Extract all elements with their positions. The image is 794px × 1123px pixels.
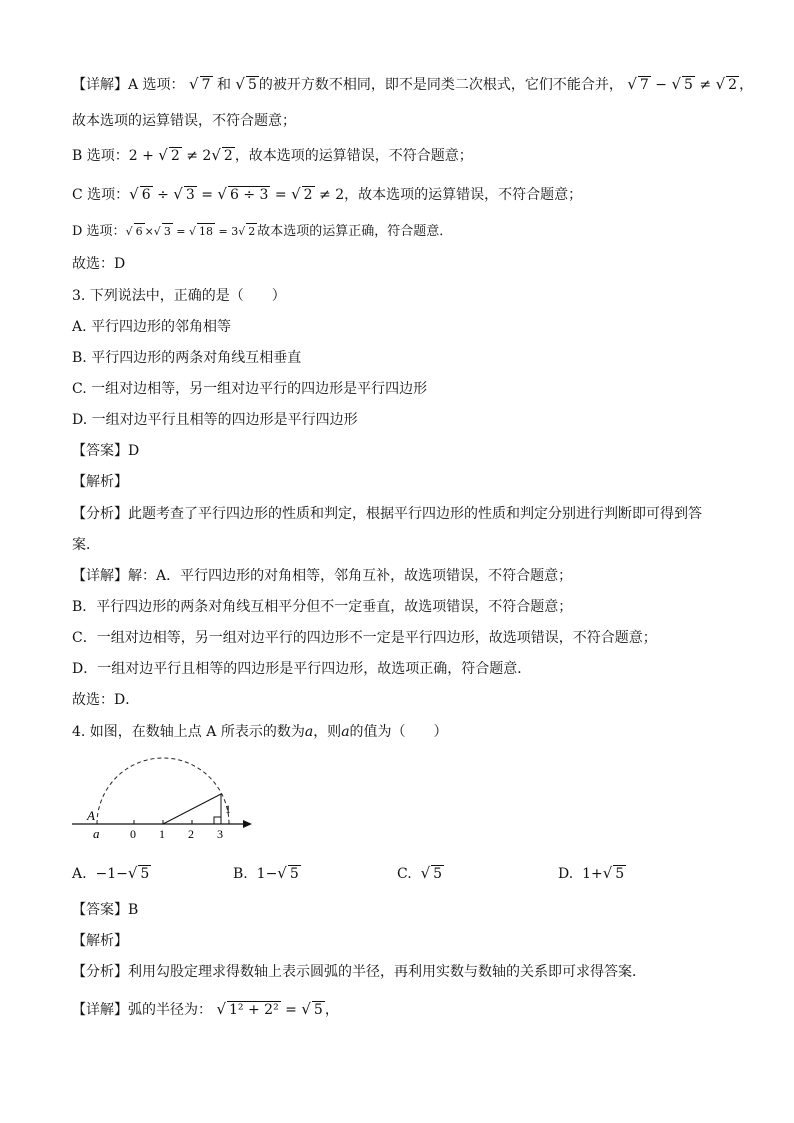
tick-label-1: 1: [159, 827, 165, 841]
math: ≠ 2: [181, 148, 212, 164]
radicand: 3: [163, 225, 171, 238]
q3-detail-3: C．一组对边相等，另一组对边平行的四边形不一定是平行四边形，故选项错误，不符合题意；: [72, 630, 657, 646]
tick-label-2: 2: [188, 827, 194, 841]
dashed-arc: [97, 758, 229, 824]
point-a-label: a: [93, 826, 100, 841]
radicand: 6 ÷ 3: [229, 187, 269, 203]
q3-jiexi: 【解析】: [72, 474, 128, 490]
math: −1−: [95, 866, 128, 882]
option-label: D.: [558, 866, 574, 882]
q4-option-a: A. −1−√ 5: [72, 864, 150, 882]
text: 故本选项的运算正确，符合题意．: [257, 224, 453, 239]
radicand: 1² + 2²: [229, 1002, 279, 1018]
radicand: 5: [289, 866, 299, 882]
math: 2 +: [128, 148, 159, 164]
text: 和: [216, 77, 231, 93]
text: ，: [739, 77, 754, 93]
option-b-label: B 选项：: [72, 148, 129, 164]
tick-label-0: 0: [130, 827, 136, 841]
operator: ≠: [694, 77, 716, 93]
variable: a: [304, 724, 314, 740]
analysis-tag: 【分析】: [72, 506, 128, 522]
operator: =: [172, 225, 190, 238]
q4-stem: [72, 722, 448, 742]
right-angle-mark: [214, 817, 221, 824]
answer-value: B: [128, 902, 139, 918]
option-label: B.: [233, 866, 248, 882]
math: 1−: [256, 866, 278, 882]
q4-detail: 【详解】弧的半径为： √ 1² + 2² = √ 5 ，: [72, 1000, 339, 1018]
radicand: 5: [247, 77, 257, 93]
q4-option-c: C. √ 5: [397, 864, 443, 882]
detail-line-b: B 选项：2 + √ 2 ≠ 2√ 2 ，故本选项的运算错误，不符合题意；: [72, 146, 473, 164]
operator: ×: [144, 225, 154, 238]
detail-tag: 【详解】: [72, 1002, 128, 1018]
operator: ÷: [152, 187, 174, 203]
q3-detail-1: [72, 566, 572, 586]
q3-option-c: C. 一组对边相等，另一组对边平行的四边形是平行四边形: [72, 381, 428, 397]
radicand: 5: [140, 866, 150, 882]
operator: ≠ 2: [314, 187, 345, 203]
radicand: 3: [185, 187, 195, 203]
variable: a: [341, 724, 350, 740]
answer-tag: 【答案】: [72, 902, 128, 918]
operator: =: [196, 187, 218, 203]
q4-jiexi: 【解析】: [72, 933, 128, 949]
leg-label-1: 1: [225, 802, 231, 816]
radicand: 2: [223, 148, 233, 164]
q3-option-d: D. 一组对边平行且相等的四边形是平行四边形: [72, 412, 358, 428]
radicand: 2: [303, 187, 313, 203]
stem-text: 4. 如图，在数轴上点 A 所表示的数为: [72, 724, 305, 740]
q4-fenxi: [72, 962, 646, 982]
operator: =: [280, 1002, 302, 1018]
radicand: 7: [639, 77, 649, 93]
radicand: 6: [141, 187, 151, 203]
radicand: 7: [201, 77, 211, 93]
detail-line-d: D 选项：√ 6 ×√ 3 = √ 18 = 3√ 2 故本选项的运算正确，符合题意．: [72, 224, 453, 239]
number-line-figure: [66, 752, 266, 842]
q4-option-d: D. 1+√ 5: [558, 864, 625, 882]
radicand: 5: [433, 866, 443, 882]
option-a-label: A 选项：: [128, 77, 185, 93]
axis-arrow: [243, 820, 252, 828]
math: 1+: [582, 866, 603, 882]
text: ，故本选项的运算错误，不符合题意；: [234, 148, 473, 164]
analysis-text: 此题考查了平行四边形的性质和判定，根据平行四边形的性质和判定分别进行判断即可得到答: [128, 506, 702, 522]
stem-text: 的值为（ ）: [349, 724, 448, 740]
q3-option-a: A. 平行四边形的邻角相等: [72, 319, 232, 335]
answer-tag: 【答案】: [72, 443, 128, 459]
detail-line-c: C 选项：√ 6 ÷ √ 3 = √ 6 ÷ 3 = √ 2 ≠ 2，故本选项的运算错误，不符合题意；: [72, 185, 583, 203]
radicand: 2: [170, 148, 180, 164]
detail-line-a: 【详解】A 选项： √ 7 和 √ 5 的被开方数不相同，即不是同类二次根式，它们不能合并， √ 7 − √ 5 ≠ √ 2 ，: [72, 75, 754, 93]
text: ，: [324, 1002, 339, 1018]
q3-fenxi2: 案．: [72, 537, 100, 553]
q3-detail-2: B．平行四边形的两条对角线互相平分但不一定垂直，故选项错误，不符合题意；: [72, 599, 573, 615]
answer-value: D: [128, 443, 140, 459]
choose-line: 故选：D: [72, 256, 126, 272]
radicand: 6: [135, 225, 143, 238]
detail-tag: 【详解】: [72, 77, 128, 93]
option-d-label: D 选项：: [72, 224, 126, 239]
radicand: 5: [684, 77, 693, 93]
detail-tag: 【详解】: [72, 568, 128, 584]
operator: −: [650, 77, 672, 93]
radicand: 2: [728, 77, 738, 93]
detail-text: 解：A．平行四边形的对角相等，邻角互补，故选项错误，不符合题意；: [128, 568, 573, 584]
option-label: A.: [72, 866, 87, 882]
option-c-label: C 选项：: [72, 187, 130, 203]
option-label: C.: [397, 866, 412, 882]
text: ，故本选项的运算错误，不符合题意；: [344, 187, 583, 203]
tick-label-3: 3: [217, 827, 223, 841]
operator: =: [270, 187, 292, 203]
text: 的被开方数不相同，即不是同类二次根式，它们不能合并，: [258, 77, 623, 93]
hypotenuse: [163, 794, 221, 824]
q3-choose: 故选：D．: [72, 692, 140, 708]
stem-text: ，则: [313, 724, 342, 740]
q4-option-b: B. 1−√ 5: [233, 864, 299, 882]
analysis-tag: 【分析】: [72, 964, 128, 980]
detail-line-a2: 故本选项的运算错误，不符合题意；: [72, 113, 296, 129]
radicand: 5: [615, 866, 625, 882]
analysis-text: 利用勾股定理求得数轴上表示圆弧的半径，再利用实数与数轴的关系即可求得答案．: [128, 964, 646, 980]
q4-answer: [72, 900, 138, 920]
point-A-label: A: [87, 808, 95, 823]
q3-option-b: B. 平行四边形的两条对角线互相垂直: [72, 350, 302, 366]
q3-fenxi: [72, 504, 702, 524]
radicand: 2: [248, 225, 256, 238]
q3-answer: [72, 441, 139, 461]
operator: = 3: [215, 225, 239, 238]
detail-text: 弧的半径为：: [128, 1002, 212, 1018]
q3-stem: 3. 下列说法中，正确的是（ ）: [72, 288, 286, 304]
radicand: 5: [313, 1002, 323, 1018]
radicand: 18: [199, 225, 214, 238]
q3-detail-4: D．一组对边平行且相等的四边形是平行四边形，故选项正确，符合题意．: [72, 661, 532, 677]
